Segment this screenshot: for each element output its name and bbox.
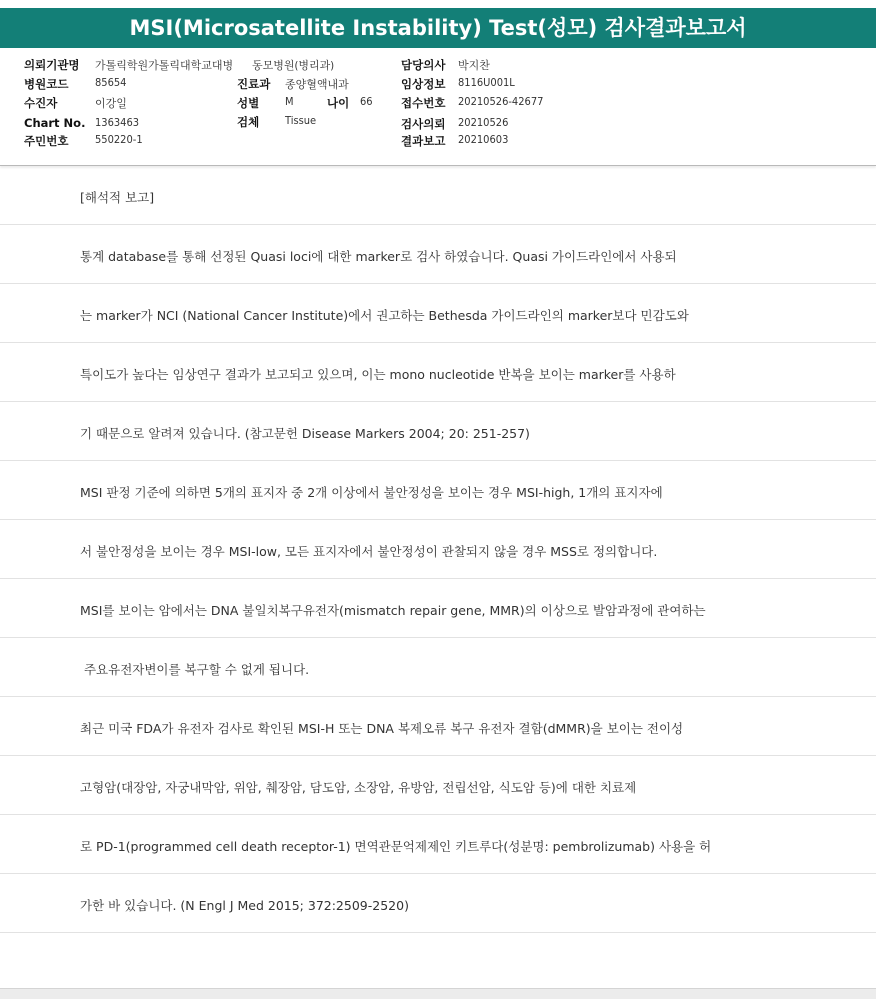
hospital-code-value: 85654 xyxy=(95,76,127,89)
report-line-text: 로 PD-1(programmed cell death receptor-1) 면역관문억제제인 키트루다(성분명: pembrolizumab) 사용을 허 xyxy=(80,839,712,854)
department-value: 종양혈액내과 xyxy=(285,78,349,91)
report-line-text: MSI 판정 기준에 의하면 5개의 표지자 중 2개 이상에서 불안정성을 보이는 경우 MSI-high, 1개의 표지자에 xyxy=(80,485,663,500)
chart-no-label: Chart No. xyxy=(24,116,86,130)
chart-no-value: 1363463 xyxy=(95,116,140,129)
clinical-info-label: 임상정보 xyxy=(401,77,446,91)
report-line xyxy=(0,815,876,874)
report-title: MSI(Microsatellite Instability) Test(성모) 검사결과보고서 xyxy=(0,8,876,48)
receipt-no-value: 20210526-42677 xyxy=(458,95,544,108)
institution-value: 가톨릭학원가톨릭대학교대병 xyxy=(95,59,234,72)
report-line xyxy=(0,579,876,638)
age-label: 나이 xyxy=(327,96,350,110)
report-date-label: 결과보고 xyxy=(401,134,446,148)
report-line-text: 특이도가 높다는 임상연구 결과가 보고되고 있으며, 이는 mono nucleotide 반복을 보이는 marker를 사용하 xyxy=(80,367,676,382)
resident-no-label: 주민번호 xyxy=(24,134,69,148)
institution-label: 의뢰기관명 xyxy=(24,58,80,72)
report-line xyxy=(0,638,876,697)
patient-label: 수진자 xyxy=(24,96,58,110)
age-value: 66 xyxy=(360,95,373,108)
specimen-label: 검체 xyxy=(237,115,260,129)
institution-dept-value: 동모병원(병리과) xyxy=(252,59,335,72)
physician-label: 담당의사 xyxy=(401,58,446,72)
report-line xyxy=(0,225,876,284)
report-line-text: 최근 미국 FDA가 유전자 검사로 확인된 MSI-H 또는 DNA 복제오류 복구 유전자 결함(dMMR)을 보이는 전이성 xyxy=(80,721,684,736)
report-line-text: 가한 바 있습니다. (N Engl J Med 2015; 372:2509-2520) xyxy=(80,898,409,913)
report-line-text: 고형암(대장암, 자궁내막암, 위암, 췌장암, 담도암, 소장암, 유방암, 전립선암, 식도암 등)에 대한 치료제 xyxy=(80,780,637,795)
report-line xyxy=(0,461,876,520)
report-line xyxy=(0,166,876,225)
sex-label: 성별 xyxy=(237,96,260,110)
clinical-info-value: 8116U001L xyxy=(458,76,515,89)
receipt-no-label: 접수번호 xyxy=(401,96,446,110)
report-line xyxy=(0,874,876,933)
request-date-label: 검사의뢰 xyxy=(401,117,446,131)
report-line-text: 는 marker가 NCI (National Cancer Institute)에서 권고하는 Bethesda 가이드라인의 marker보다 민감도와 xyxy=(80,308,689,323)
report-line-text: 서 불안정성을 보이는 경우 MSI-low, 모든 표지자에서 불안정성이 관찰되지 않을 경우 MSS로 정의합니다. xyxy=(80,544,658,559)
physician-value: 박지찬 xyxy=(458,59,490,72)
report-line xyxy=(0,402,876,461)
horizontal-scrollbar[interactable] xyxy=(0,988,876,999)
report-line xyxy=(0,697,876,756)
patient-value: 이강일 xyxy=(95,97,127,110)
report-date-value: 20210603 xyxy=(458,133,509,146)
report-line-text: 통계 database를 통해 선정된 Quasi loci에 대한 marker로 검사 하였습니다. Quasi 가이드라인에서 사용되 xyxy=(80,249,677,264)
department-label: 진료과 xyxy=(237,77,271,91)
report-line-text: [해석적 보고] xyxy=(80,190,155,205)
patient-info-panel xyxy=(0,49,876,166)
interpretive-report xyxy=(0,166,876,988)
report-line-text: MSI를 보이는 암에서는 DNA 불일치복구유전자(mismatch repair gene, MMR)의 이상으로 발암과정에 관여하는 xyxy=(80,603,706,618)
report-line xyxy=(0,756,876,815)
hospital-code-label: 병원코드 xyxy=(24,77,69,91)
report-line xyxy=(0,343,876,402)
report-line xyxy=(0,520,876,579)
report-line-text: 주요유전자변이를 복구할 수 없게 됩니다. xyxy=(80,662,310,677)
request-date-value: 20210526 xyxy=(458,116,509,129)
sex-value: M xyxy=(285,95,294,108)
report-line-text: 기 때문으로 알려져 있습니다. (참고문헌 Disease Markers 2004; 20: 251-257) xyxy=(80,426,530,441)
report-line xyxy=(0,284,876,343)
resident-no-value: 550220-1 xyxy=(95,133,143,146)
specimen-value: Tissue xyxy=(285,114,317,127)
